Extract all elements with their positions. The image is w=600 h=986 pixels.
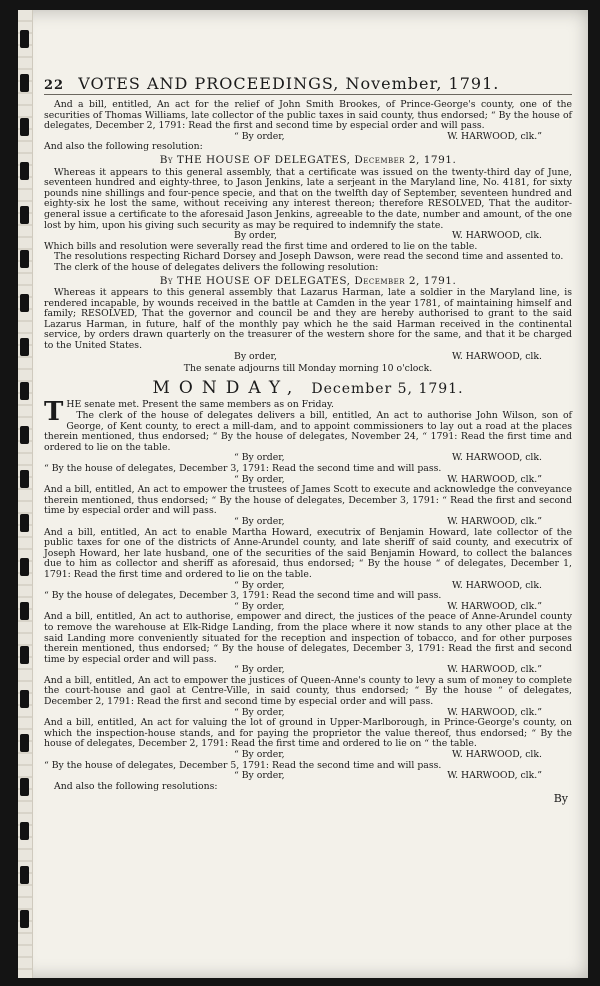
- binding-hole: [20, 822, 29, 840]
- binding-hole: [20, 206, 29, 224]
- signature-line: “ By order, W. HARWOOD, clk.”: [234, 706, 542, 718]
- binding-hole: [20, 382, 29, 400]
- signature-line: “ By order, W. HARWOOD, clk.: [234, 579, 542, 591]
- page-number: 22: [44, 78, 65, 93]
- binding-hole: [20, 118, 29, 136]
- paragraph-howard: And a bill, entitled, An act to enable Martha Howard, executrix of Benjamin Howard, late collector of the public taxes for one of the districts of Anne-Arundel county, and late sheriff of said county, and executrix of Joseph Howard, her late husband, one of the securities of the said Benjamin Howard, to collect the balances due to him as collector and sheriff as aforesaid, thus endorsed; “ By the house “ of delegates, December 1, 1791: Read the first time and ordered to lie on the table.: [44, 526, 572, 580]
- signature-line: By order, W. HARWOOD, clk.: [234, 350, 542, 362]
- paragraph-howard-second: “ By the house of delegates, December 3, 1791: Read the second time and will pass.: [44, 590, 442, 602]
- paragraph-resolution-intro: And also the following resolution:: [44, 141, 203, 153]
- paragraph-wilson-second: “ By the house of delegates, December 3, 1791: Read the second time and will pass.: [44, 463, 442, 474]
- signature-line: “ By order, W. HARWOOD, clk.”: [234, 600, 542, 612]
- paragraph-final: And also the following resolutions:: [54, 780, 218, 792]
- signature-line: By order, W. HARWOOD, clk.: [234, 230, 542, 242]
- signature-line: “ By order, W. HARWOOD, clk.”: [234, 515, 542, 527]
- binding-hole: [20, 514, 29, 532]
- document-page: [18, 10, 588, 978]
- binding-hole: [20, 162, 29, 180]
- paragraph-marlborough-second: “ By the house of delegates, December 5, 1791: Read the second time and will pass.: [44, 759, 442, 771]
- paragraph-wilson: The clerk of the house of delegates delivers a bill, entitled, An act to authorise John Wilson, son of George, of Kent county, to erect a mill-dam, and to appoint commissioners to lay out a road at the places therein mentioned, thus endorsed; “ By the house of delegates, November 24, “ 1791: Read the first time and ordered to lie on the table.: [44, 410, 572, 453]
- binding-hole: [20, 426, 29, 444]
- binding-hole: [20, 250, 29, 268]
- binding-hole: [20, 646, 29, 664]
- binding-edge: [18, 10, 33, 978]
- section-heading: By THE HOUSE OF DELEGATES, December 2, 1791.: [159, 274, 457, 287]
- binding-holes: [20, 30, 30, 954]
- binding-hole: [20, 778, 29, 796]
- paragraph-scott: And a bill, entitled, An act to empower the trustees of James Scott to execute and acknowledge the conveyance therein mentioned, thus endorsed; “ By the house of delegates, December 3, 1791: “ Read the first and second time by especial order and will pass.: [44, 484, 572, 517]
- binding-hole: [20, 866, 29, 884]
- signature-line: “ By order, W. HARWOOD, clk.”: [234, 473, 542, 485]
- paragraph-harman: Whereas it appears to this general assembly that Lazarus Harman, late a soldier in the Maryland line, is rendered incapable, by wounds received in the battle at Camden in the year 1781, of maintaining himself and family; RESOLVED, That the governor and council be and they are hereby authorised to grant to the said Lazarus Harman, in future, half of the monthly pay which he the said Harman received in the continental service, by orders drawn quarterly on the treasurer of the western shore for the same, and that it be charged to the United States.: [44, 287, 572, 352]
- binding-hole: [20, 690, 29, 708]
- binding-hole: [20, 910, 29, 928]
- signature-line: “ By order, W. HARWOOD, clk.”: [234, 664, 542, 676]
- binding-hole: [20, 470, 29, 488]
- binding-hole: [20, 734, 29, 752]
- signature-line: “ By order, W. HARWOOD, clk.: [234, 749, 542, 761]
- head-rule: [44, 94, 572, 95]
- binding-hole: [20, 74, 29, 92]
- paragraph-met: THE senate met. Present the same members as on Friday.: [44, 397, 334, 428]
- binding-hole: [20, 602, 29, 620]
- paragraph-adjourn: The senate adjourns till Monday morning 10 o'clock.: [183, 363, 433, 375]
- page-title: VOTES AND PROCEEDINGS, November, 1791.: [78, 74, 500, 93]
- signature-line: “ By order, W. HARWOOD, clk.”: [234, 770, 542, 782]
- paragraph-marlborough: And a bill, entitled, An act for valuing the lot of ground in Upper-Marlborough, in Prince-George's county, on which the inspection-house stands, and for paying the proprietor the value thereof, thus endorsed; “ By the house of delegates, December 2, 1791: Read the first time and ordered to lie on “ the table.: [44, 717, 572, 750]
- running-head: [44, 74, 572, 93]
- paragraph-clerk: The clerk of the house of delegates delivers the following resolution:: [54, 261, 379, 273]
- binding-hole: [20, 30, 29, 48]
- section-heading: By THE HOUSE OF DELEGATES, December 2, 1791.: [159, 153, 457, 166]
- binding-hole: [20, 294, 29, 312]
- paragraph-read: Which bills and resolution were severally read the first time and ordered to lie on the table.: [44, 240, 478, 252]
- paragraph-queen-anne: And a bill, entitled, An act to empower the justices of Queen-Anne's county to levy a sum of money to complete the court-house and gaol at Centre-Ville, in said county, thus endorsed; “ By the house “ of delegates, December 2, 1791: Read the first and second time by especial order and will pass.: [44, 674, 572, 708]
- signature-line: “ By order, W. HARWOOD, clk.: [234, 452, 542, 464]
- binding-hole: [20, 338, 29, 356]
- binding-hole: [20, 558, 29, 576]
- paragraph-brookes: And a bill, entitled, An act for the relief of John Smith Brookes, of Prince-George's county, one of the securities of Thomas Williams, late collector of the public taxes in said county, thus endorsed; “ By the house of delegates, December 2, 1791: Read the first and second time by especial order and will pass.: [44, 99, 572, 132]
- signature-line: “ By order, W. HARWOOD, clk.”: [234, 130, 542, 142]
- day-heading: MONDAY, December 5, 1791.: [152, 377, 464, 398]
- catchword: By: [553, 792, 568, 806]
- paragraph-jenkins: Whereas it appears to this general assembly, that a certificate was issued on the twenty-third day of June, seventeen hundred and eighty-three, to Jason Jenkins, late a serjeant in the Maryland line, No. 4181, for sixty pounds nine shillings and four-pence specie, and that on the twelfth day of September, seventeen hundred and eighty-six he lost the same, without receiving any interest thereon; therefore RESOLVED, That the auditor-general issue a certificate to the aforesaid Jason Jenkins, agreeable to the date, number and amount, of the one lost by him, upon his giving such security as may be required to indemnify the state.: [44, 166, 572, 231]
- body-text: [44, 100, 572, 805]
- paragraph-dorsey: The resolutions respecting Richard Dorsey and Joseph Dawson, were read the second time and assented to.: [54, 251, 564, 263]
- drop-cap: T: [44, 397, 64, 428]
- paragraph-elkridge: And a bill, entitled, An act to authorise, empower and direct, the justices of the peace of Anne-Arundel county to remove the warehouse at Elk-Ridge Landing, from the place where it now stands to any other place at the said Landing more conveniently situated for the reception and inspection of tobacco, and for other purposes therein mentioned, thus endorsed; “ By the house of delegates, December 3, 1791: Read the first and second time by especial order and will pass.: [44, 611, 572, 665]
